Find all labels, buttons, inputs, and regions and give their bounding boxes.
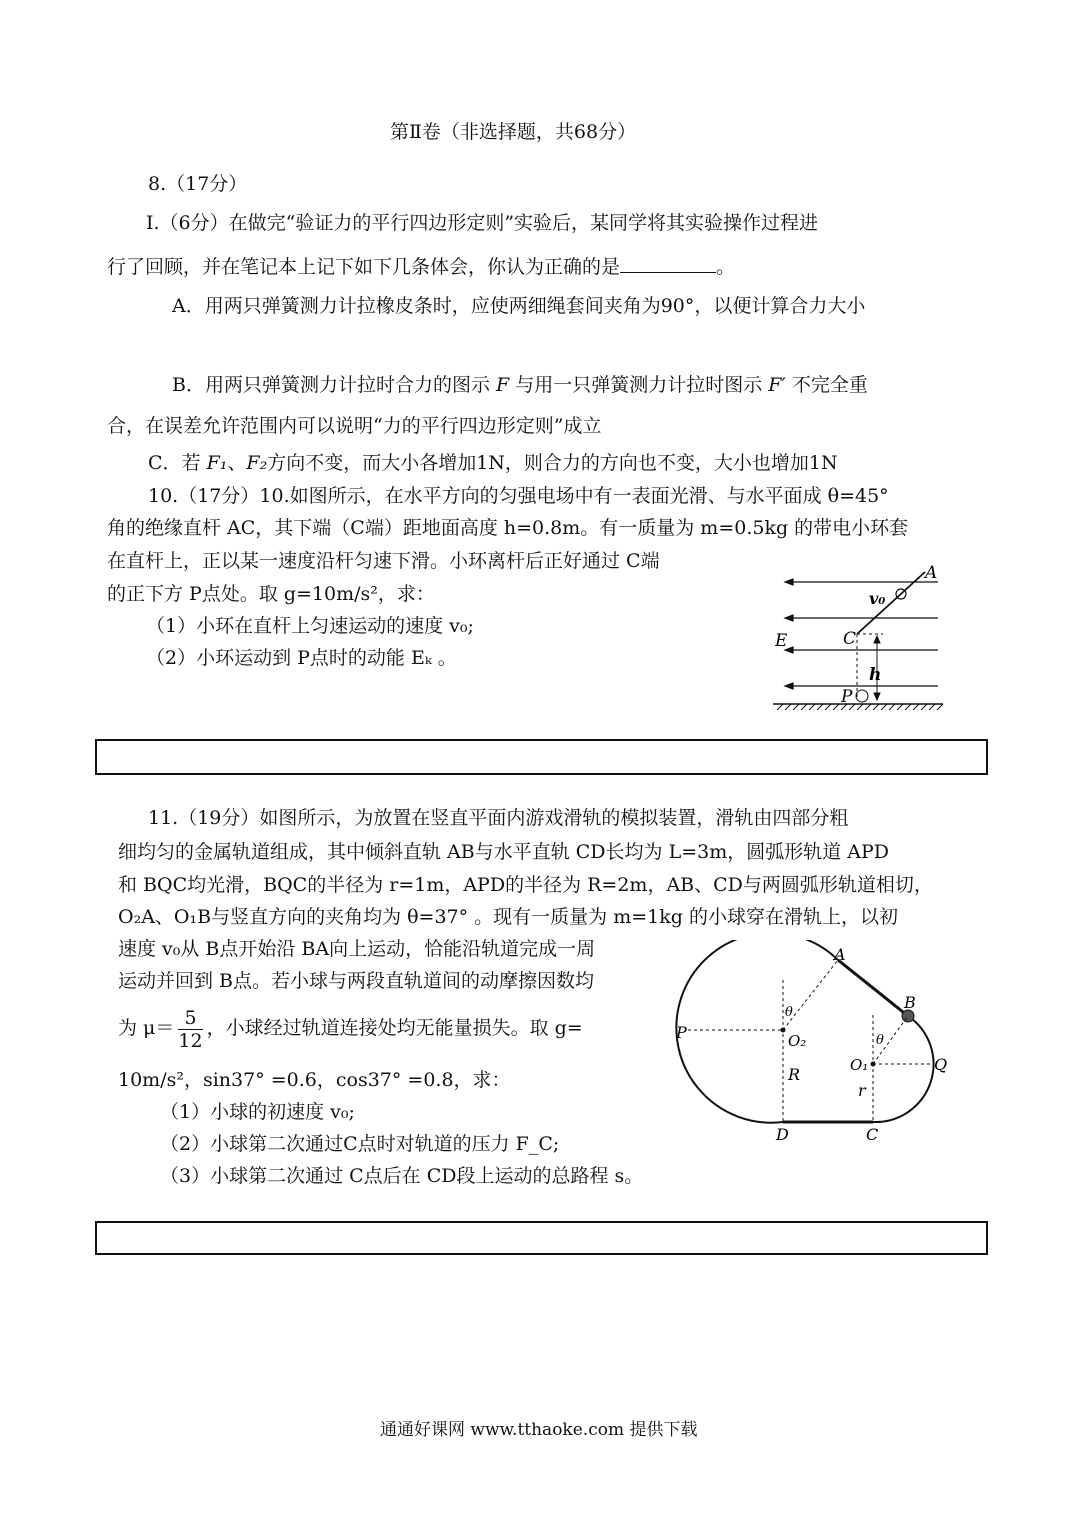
label-p: P xyxy=(676,1023,687,1042)
label-h: h xyxy=(869,665,882,685)
q11-line7-text2: ，小球经过轨道连接处均无能量损失。取 g= xyxy=(206,1017,583,1039)
q10-sub2: （2）小环运动到 P点时的动能 Eₖ 。 xyxy=(146,647,457,669)
label-big-r: R xyxy=(788,1065,801,1084)
q8-part1-line1: Ⅰ.（6分）在做完“验证力的平行四边形定则”实验后，某同学将其实验操作过程进 xyxy=(146,212,819,234)
center-o1 xyxy=(871,1062,876,1067)
q11-line7-text1: 为 μ＝ xyxy=(118,1017,175,1039)
answer-box-q11[interactable] xyxy=(95,1221,988,1255)
rod-ac xyxy=(857,572,925,634)
label-e: E xyxy=(775,631,788,651)
q11-sub3: （3）小球第二次通过 C点后在 CD段上运动的总路程 s。 xyxy=(160,1165,644,1187)
arc-apd xyxy=(676,940,838,1123)
label-c: C xyxy=(866,1125,879,1144)
center-o2 xyxy=(781,1028,786,1033)
q8-option-b-text1: B．用两只弹簧测力计拉时合力的图示 xyxy=(172,374,497,396)
q8-option-c-sep: 、 xyxy=(227,452,247,474)
q8-option-c-F2: F₂ xyxy=(246,452,268,474)
label-q: Q xyxy=(934,1055,948,1074)
label-c: C xyxy=(843,629,857,649)
answer-box-q10[interactable] xyxy=(95,739,988,775)
q11-line2: 细均匀的金属轨道组成，其中倾斜直轨 AB与水平直轨 CD长均为 L=3m，圆弧形轨道 APD xyxy=(118,841,889,863)
label-b: B xyxy=(904,993,916,1012)
q8-option-b-line2: 合，在误差允许范围内可以说明“力的平行四边形定则”成立 xyxy=(107,415,602,437)
label-d: D xyxy=(776,1125,789,1144)
mu-fraction xyxy=(178,1007,202,1052)
q8-option-b-line1 xyxy=(172,373,868,397)
field-lines xyxy=(785,579,938,689)
q8-option-c xyxy=(148,451,838,475)
label-a: A xyxy=(834,945,846,964)
q11-line7 xyxy=(118,1006,583,1052)
q8-option-c-text1: C．若 xyxy=(148,452,207,474)
q10-line1: 10.（17分）10.如图所示，在水平方向的匀强电场中有一表面光滑、与水平面成 θ=45° xyxy=(148,485,889,507)
q11-line4: O₂A、O₁B与竖直方向的夹角均为 θ=37° 。现有一质量为 m=1kg 的小球穿在滑轨上，以初 xyxy=(118,906,898,928)
arc-bqc xyxy=(873,1016,934,1122)
q8-part1-line2-end: 。 xyxy=(716,256,736,278)
label-p: P xyxy=(841,687,853,707)
q8-option-c-text2: 方向不变，而大小各增加1N，则合力的方向也不变，大小也增加1N xyxy=(267,452,838,474)
label-o1: O₁ xyxy=(850,1056,869,1074)
q11-line6: 运动并回到 B点。若小球与两段直轨道间的动摩擦因数均 xyxy=(118,970,595,992)
ring-at-p xyxy=(856,690,868,702)
label-small-r: r xyxy=(858,1081,866,1100)
ground xyxy=(773,704,943,710)
q8-option-b-text3: 不完全重 xyxy=(785,374,868,396)
label-a: A xyxy=(925,563,938,583)
label-o2: O₂ xyxy=(788,1032,807,1050)
label-v0: v₀ xyxy=(869,589,886,608)
answer-blank[interactable] xyxy=(620,254,716,273)
q8-option-c-F1: F₁ xyxy=(206,452,228,474)
q11-sub2: （2）小球第二次通过C点时对轨道的压力 F_C; xyxy=(160,1133,560,1155)
q10-sub1: （1）小环在直杆上匀速运动的速度 v₀; xyxy=(146,615,474,637)
mu-numerator: 5 xyxy=(178,1007,202,1030)
q8-heading: 8.（17分） xyxy=(148,173,248,195)
q11-line8: 10m/s²，sin37° =0.6，cos37° =0.8，求： xyxy=(118,1069,511,1091)
q10-figure xyxy=(765,560,950,720)
q10-line2: 角的绝缘直杆 AC，其下端（C端）距地面高度 h=0.8m。有一质量为 m=0.5kg 的带电小环套 xyxy=(107,517,909,539)
q11-line1: 11.（19分）如图所示，为放置在竖直平面内游戏滑轨的模拟装置，滑轨由四部分粗 xyxy=(148,807,849,829)
q8-option-a: A．用两只弹簧测力计拉橡皮条时，应使两细绳套间夹角为90°，以便计算合力大小 xyxy=(172,295,866,317)
label-theta-right: θ xyxy=(876,1033,884,1048)
q8-option-b-F: F xyxy=(496,374,510,396)
q8-option-b-F-prime: F′ xyxy=(768,374,786,396)
mu-denominator: 12 xyxy=(178,1029,203,1052)
q8-part1-line2 xyxy=(107,254,735,279)
label-theta-left: θ xyxy=(785,1005,793,1020)
q11-sub1: （1）小球的初速度 v₀; xyxy=(160,1101,355,1123)
q11-line5: 速度 v₀从 B点开始沿 BA向上运动，恰能沿轨道完成一周 xyxy=(118,938,596,960)
rail-ab xyxy=(838,960,908,1016)
q11-figure xyxy=(668,940,958,1145)
q8-option-b-text2: 与用一只弹簧测力计拉时图示 xyxy=(509,374,769,396)
page-footer: 通通好课网 www.tthaoke.com 提供下载 xyxy=(380,1420,698,1440)
construction-lines xyxy=(688,960,930,1122)
section-title: 第Ⅱ卷（非选择题，共68分） xyxy=(390,121,637,143)
q11-line3: 和 BQC均光滑，BQC的半径为 r=1m，APD的半径为 R=2m，AB、CD与两圆弧形轨道相切， xyxy=(118,874,933,896)
q10-line3: 在直杆上，正以某一速度沿杆匀速下滑。小环离杆后正好通过 C端 xyxy=(107,550,660,572)
q10-line4: 的正下方 P点处。取 g=10m/s²，求： xyxy=(107,583,435,605)
q8-part1-line2-text: 行了回顾，并在笔记本上记下如下几条体会，你认为正确的是 xyxy=(107,256,621,278)
